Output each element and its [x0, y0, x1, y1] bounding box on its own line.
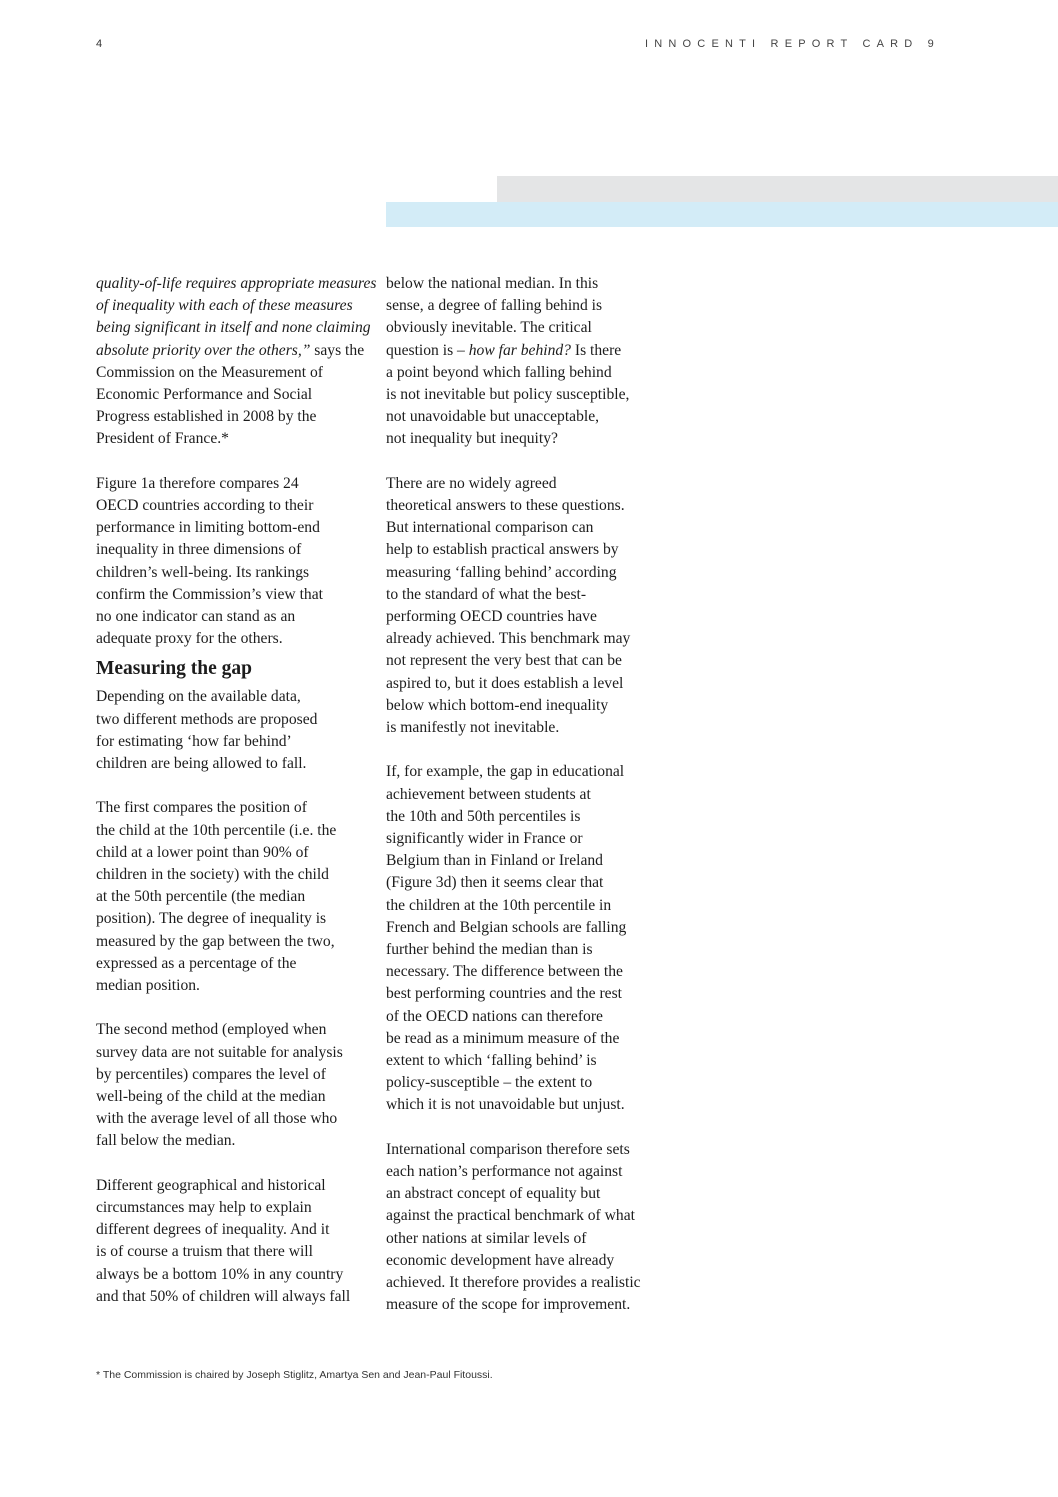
text-line: [386, 317, 654, 339]
text-run: Is there: [570, 341, 622, 359]
text-line: [386, 295, 654, 317]
text-line: at the 50th percentile (the median: [96, 888, 306, 906]
text-line: inequality in three dimensions of: [96, 541, 302, 559]
text-run: sense, a degree of falling behind is: [386, 297, 603, 315]
left-column: [96, 273, 377, 1308]
section-heading: Measuring the gap: [96, 658, 252, 680]
text-line: by percentiles) compares the level of: [96, 1065, 326, 1083]
text-line: economic development have already: [386, 1251, 615, 1269]
text-line: and that 50% of children will always fall: [96, 1287, 351, 1305]
text-line: theoretical answers to these questions.: [386, 497, 625, 515]
text-line: aspired to, but it does establish a level: [386, 674, 624, 692]
text-line: two different methods are proposed: [96, 710, 318, 728]
text-line: International comparison therefore sets: [386, 1140, 630, 1158]
text-line: [96, 273, 377, 295]
text-line: best performing countries and the rest: [386, 985, 623, 1003]
italic-run: how far behind?: [468, 341, 571, 359]
paragraph: [96, 473, 364, 651]
text-run: not unavoidable but unacceptable,: [386, 408, 600, 426]
text-line: expressed as a percentage of the: [96, 954, 297, 972]
paragraph: [96, 686, 364, 775]
text-line: the child at the 10th percentile (i.e. the: [96, 821, 337, 839]
text-line: adequate proxy for the others.: [96, 630, 283, 648]
text-line: [96, 362, 364, 384]
text-run: a point beyond which falling behind: [386, 363, 612, 381]
text-line: [96, 384, 364, 406]
text-line: achievement between students at: [386, 785, 591, 803]
text-line: well-being of the child at the median: [96, 1088, 326, 1106]
text-line: further behind the median than is: [386, 941, 593, 959]
text-line: Depending on the available data,: [96, 688, 301, 706]
text-line: [386, 406, 654, 428]
text-line: [96, 295, 364, 317]
text-line: performance in limiting bottom-end: [96, 519, 320, 537]
decorative-band-grey: [497, 176, 1058, 202]
text-line: Belgium than in Finland or Ireland: [386, 852, 603, 870]
text-line: children’s well-being. Its rankings: [96, 563, 310, 581]
text-line: not represent the very best that can be: [386, 652, 622, 670]
italic-run: absolute priority over the others,”: [96, 341, 311, 359]
text-line: circumstances may help to explain: [96, 1199, 312, 1217]
running-header: INNOCENTI REPORT CARD 9: [645, 38, 940, 50]
italic-run: quality-of-life requires appropriate measures: [96, 275, 377, 292]
text-line: French and Belgian schools are falling: [386, 918, 627, 936]
text-line: position). The degree of inequality is: [96, 910, 327, 928]
paragraph: [386, 473, 654, 739]
paragraph: [386, 1139, 654, 1317]
text-line: [96, 428, 364, 450]
text-line: OECD countries according to their: [96, 497, 314, 515]
text-line: different degrees of inequality. And it: [96, 1221, 330, 1239]
text-run: is not inevitable but policy susceptible,: [386, 386, 630, 404]
text-line: be read as a minimum measure of the: [386, 1029, 620, 1047]
text-line: which it is not unavoidable but unjust.: [386, 1096, 625, 1114]
text-line: [96, 317, 371, 339]
text-run: Progress established in 2008 by the: [96, 408, 317, 426]
text-line: extent to which ‘falling behind’ is: [386, 1052, 597, 1070]
text-run: below the national median. In this: [386, 275, 599, 292]
text-line: (Figure 3d) then it seems clear that: [386, 874, 604, 892]
text-run: President of France.*: [96, 430, 229, 448]
text-line: survey data are not suitable for analysis: [96, 1043, 343, 1061]
paragraph: [386, 761, 654, 1116]
text-run: Commission on the Measurement of: [96, 363, 323, 381]
text-line: [96, 406, 364, 428]
text-line: But international comparison can: [386, 519, 594, 537]
text-line: children in the society) with the child: [96, 866, 329, 884]
text-line: policy-susceptible – the extent to: [386, 1074, 593, 1092]
text-line: [96, 340, 364, 362]
right-column: [386, 273, 654, 1317]
text-line: other nations at similar levels of: [386, 1229, 587, 1247]
text-line: Different geographical and historical: [96, 1176, 326, 1194]
text-run: Economic Performance and Social: [96, 386, 313, 404]
text-line: the 10th and 50th percentiles is: [386, 807, 581, 825]
text-run: obviously inevitable. The critical: [386, 319, 592, 337]
text-line: children are being allowed to fall.: [96, 755, 307, 773]
footnote: * The Commission is chaired by Joseph Stiglitz, Amartya Sen and Jean-Paul Fitoussi.: [96, 1369, 493, 1381]
paragraph: [96, 1019, 364, 1152]
text-line: The first compares the position of: [96, 799, 307, 817]
paragraph: [96, 797, 364, 997]
text-line: always be a bottom 10% in any country: [96, 1265, 344, 1283]
paragraph: [96, 273, 377, 451]
text-line: of the OECD nations can therefore: [386, 1007, 603, 1025]
page-number: 4: [96, 38, 103, 50]
text-line: against the practical benchmark of what: [386, 1207, 635, 1225]
text-line: There are no widely agreed: [386, 474, 557, 492]
text-line: an abstract concept of equality but: [386, 1185, 601, 1203]
text-line: necessary. The difference between the: [386, 963, 623, 981]
text-line: [386, 362, 654, 384]
text-line: [386, 340, 654, 362]
text-line: below which bottom-end inequality: [386, 696, 609, 714]
paragraph: [96, 1175, 364, 1308]
text-line: fall below the median.: [96, 1132, 236, 1150]
italic-run: of inequality with each of these measures: [96, 297, 353, 315]
text-line: measure of the scope for improvement.: [386, 1296, 631, 1314]
text-line: [386, 273, 654, 295]
text-line: confirm the Commission’s view that: [96, 585, 323, 603]
text-line: no one indicator can stand as an: [96, 608, 296, 626]
text-line: already achieved. This benchmark may: [386, 630, 631, 648]
text-line: The second method (employed when: [96, 1021, 327, 1039]
text-run: not inequality but inequity?: [386, 430, 558, 448]
text-line: help to establish practical answers by: [386, 541, 619, 559]
italic-run: being significant in itself and none claiming: [96, 319, 371, 337]
text-line: performing OECD countries have: [386, 608, 597, 626]
text-line: achieved. It therefore provides a realistic: [386, 1274, 641, 1292]
text-line: child at a lower point than 90% of: [96, 843, 309, 861]
paragraph: [386, 273, 654, 451]
text-line: with the average level of all those who: [96, 1110, 338, 1128]
text-line: Figure 1a therefore compares 24: [96, 474, 299, 492]
text-line: is of course a truism that there will: [96, 1243, 313, 1261]
text-line: median position.: [96, 977, 200, 995]
text-line: If, for example, the gap in educational: [386, 763, 625, 781]
text-line: the children at the 10th percentile in: [386, 896, 612, 914]
decorative-band-blue: [386, 202, 1058, 227]
text-line: each nation’s performance not against: [386, 1163, 623, 1181]
text-line: measured by the gap between the two,: [96, 932, 335, 950]
text-run: question is –: [386, 341, 469, 359]
text-line: significantly wider in France or: [386, 830, 583, 848]
text-line: measuring ‘falling behind’ according: [386, 563, 617, 581]
text-line: [386, 384, 654, 406]
text-line: for estimating ‘how far behind’: [96, 732, 292, 750]
text-line: to the standard of what the best-: [386, 585, 587, 603]
text-line: is manifestly not inevitable.: [386, 719, 560, 737]
text-line: [386, 428, 654, 450]
text-run: says the: [310, 341, 365, 359]
